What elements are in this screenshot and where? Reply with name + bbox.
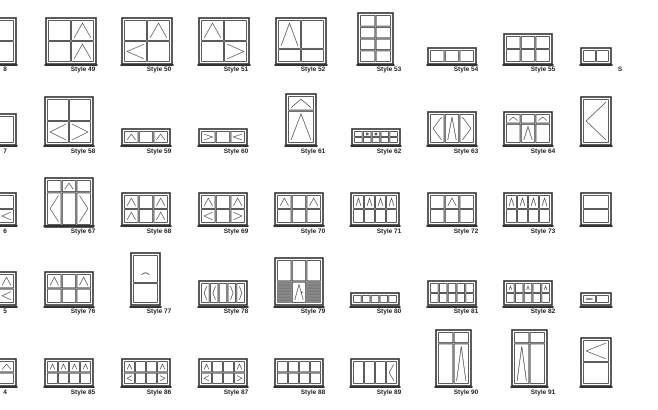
window-style-card[interactable] xyxy=(121,175,197,255)
window-frame xyxy=(198,18,251,66)
window-style-drawing xyxy=(582,10,658,90)
window-style-drawing xyxy=(275,175,351,255)
window-sill xyxy=(0,225,18,227)
window-sill xyxy=(427,225,478,227)
window-style-label: 7 xyxy=(3,148,7,155)
window-frame xyxy=(198,129,249,147)
window-frame xyxy=(580,97,613,147)
window-style-label: 6 xyxy=(3,228,7,235)
window-style-card[interactable] xyxy=(0,175,43,255)
window-style-drawing xyxy=(275,10,351,90)
window-style-drawing xyxy=(351,90,427,170)
window-sill xyxy=(44,386,95,388)
window-style-label: Style 59 xyxy=(146,148,172,155)
window-frame xyxy=(274,359,325,388)
window-frame xyxy=(427,112,478,147)
window-style-drawing xyxy=(198,90,274,170)
window-style-card[interactable] xyxy=(351,90,427,170)
window-frame xyxy=(427,48,478,66)
window-style-label: Style 86 xyxy=(146,389,172,396)
window-style-label: Style 67 xyxy=(70,228,96,235)
window-sill xyxy=(427,145,478,147)
window-frame xyxy=(580,338,613,388)
window-style-drawing xyxy=(0,10,43,90)
window-style-drawing xyxy=(275,90,351,170)
window-style-card[interactable] xyxy=(198,90,274,170)
window-style-drawing xyxy=(582,252,658,332)
window-style-drawing xyxy=(0,90,43,170)
window-style-drawing xyxy=(428,90,504,170)
window-frame xyxy=(0,272,18,308)
window-style-label: Style 69 xyxy=(223,228,249,235)
window-style-card[interactable] xyxy=(582,10,658,90)
window-sill xyxy=(511,386,549,388)
window-style-card[interactable] xyxy=(351,330,427,410)
window-sill xyxy=(121,145,172,147)
window-style-card[interactable] xyxy=(121,330,197,410)
window-style-label: Style 60 xyxy=(223,148,249,155)
window-style-card[interactable] xyxy=(505,90,581,170)
window-style-card[interactable] xyxy=(275,330,351,410)
window-style-drawing xyxy=(198,252,274,332)
window-style-label: 5 xyxy=(3,308,7,315)
window-style-drawing xyxy=(0,252,43,332)
window-style-drawing xyxy=(505,10,581,90)
window-frame xyxy=(503,281,554,308)
window-style-card[interactable] xyxy=(45,10,121,90)
window-style-card[interactable] xyxy=(45,252,121,332)
window-frame xyxy=(350,359,401,388)
window-sill xyxy=(198,225,249,227)
window-style-drawing xyxy=(428,252,504,332)
window-style-card[interactable] xyxy=(428,90,504,170)
window-style-card[interactable] xyxy=(351,252,427,332)
window-style-card[interactable] xyxy=(121,90,197,170)
window-sill xyxy=(121,225,172,227)
window-frame xyxy=(45,18,98,66)
window-frame xyxy=(0,18,18,66)
window-sill xyxy=(274,225,325,227)
window-style-drawing xyxy=(45,252,121,332)
window-style-card[interactable] xyxy=(0,330,43,410)
window-frame xyxy=(0,114,18,147)
window-frame xyxy=(511,330,549,388)
window-style-drawing xyxy=(351,330,427,410)
window-style-label: Style 71 xyxy=(376,228,402,235)
window-frame xyxy=(121,193,172,227)
window-sill xyxy=(0,145,18,147)
window-style-card[interactable] xyxy=(0,10,43,90)
window-frame xyxy=(351,129,402,147)
window-frame xyxy=(580,48,613,66)
window-style-drawing xyxy=(198,330,274,410)
window-style-drawing xyxy=(121,252,197,332)
window-style-drawing xyxy=(121,90,197,170)
window-style-card[interactable] xyxy=(428,175,504,255)
window-style-label: Style 73 xyxy=(530,228,556,235)
window-frame xyxy=(274,258,325,308)
window-style-label: Style 63 xyxy=(453,148,479,155)
window-frame xyxy=(350,293,401,308)
window-style-drawing xyxy=(582,175,658,255)
window-frame xyxy=(130,253,162,308)
window-frame xyxy=(121,359,172,388)
window-style-card[interactable] xyxy=(582,175,658,255)
window-style-card[interactable] xyxy=(275,175,351,255)
window-style-card[interactable] xyxy=(275,10,351,90)
window-sill xyxy=(198,145,249,147)
window-sill xyxy=(121,386,172,388)
window-style-card[interactable] xyxy=(582,330,658,410)
window-style-card[interactable] xyxy=(428,330,504,410)
window-style-drawing xyxy=(505,252,581,332)
window-frame xyxy=(44,97,95,147)
window-frame xyxy=(435,330,473,388)
window-style-drawing xyxy=(275,252,351,332)
window-style-card[interactable] xyxy=(45,175,121,255)
window-style-drawing xyxy=(0,330,43,410)
window-frame xyxy=(44,178,95,227)
window-style-drawing xyxy=(582,330,658,410)
window-style-label: Style 68 xyxy=(146,228,172,235)
window-style-card[interactable] xyxy=(198,330,274,410)
window-frame xyxy=(503,34,554,66)
window-style-label: Style 87 xyxy=(223,389,249,396)
window-frame xyxy=(198,359,249,388)
window-style-card[interactable] xyxy=(582,252,658,332)
window-sill xyxy=(44,225,95,227)
window-style-label: Style 62 xyxy=(376,148,402,155)
window-style-card[interactable] xyxy=(121,10,197,90)
window-style-drawing xyxy=(428,330,504,410)
window-style-label: Style 80 xyxy=(376,308,402,315)
window-style-drawing xyxy=(505,330,581,410)
window-sill xyxy=(580,386,613,388)
window-frame xyxy=(427,281,478,308)
window-style-drawing xyxy=(428,175,504,255)
window-frame xyxy=(121,129,172,147)
window-style-label: Style 58 xyxy=(70,148,96,155)
window-sill xyxy=(580,225,613,227)
window-style-drawing xyxy=(121,175,197,255)
window-style-drawing xyxy=(121,10,197,90)
window-style-label: Style 91 xyxy=(530,389,556,396)
window-style-card[interactable] xyxy=(582,90,658,170)
window-frame xyxy=(275,18,328,66)
window-style-label: S xyxy=(617,66,623,73)
window-frame xyxy=(44,272,95,308)
window-style-label: Style 77 xyxy=(146,308,172,315)
window-style-card[interactable] xyxy=(428,252,504,332)
window-frame xyxy=(427,193,478,227)
window-frame xyxy=(503,112,554,147)
window-style-card[interactable] xyxy=(275,90,351,170)
window-style-drawing xyxy=(45,175,121,255)
window-style-label: Style 79 xyxy=(300,308,326,315)
window-style-label: Style 55 xyxy=(530,66,556,73)
window-sill xyxy=(350,386,401,388)
window-sill xyxy=(503,145,554,147)
window-style-card[interactable] xyxy=(0,90,43,170)
window-sill xyxy=(351,145,402,147)
window-style-drawing xyxy=(428,10,504,90)
window-style-card[interactable] xyxy=(121,252,197,332)
window-style-drawing xyxy=(275,330,351,410)
window-style-label: Style 49 xyxy=(70,66,96,73)
window-frame xyxy=(0,193,18,227)
window-style-drawing xyxy=(45,330,121,410)
window-style-card[interactable] xyxy=(198,175,274,255)
window-style-card[interactable] xyxy=(275,252,351,332)
window-style-card[interactable] xyxy=(45,330,121,410)
window-style-card[interactable] xyxy=(505,175,581,255)
window-style-label: Style 70 xyxy=(300,228,326,235)
window-style-label: Style 81 xyxy=(453,308,479,315)
window-style-label: Style 51 xyxy=(223,66,249,73)
window-style-drawing xyxy=(505,175,581,255)
window-sill xyxy=(580,306,613,308)
window-frame xyxy=(350,193,401,227)
window-sill xyxy=(285,145,318,147)
window-frame xyxy=(503,193,554,227)
window-style-label: Style 53 xyxy=(376,66,402,73)
window-style-label: Style 54 xyxy=(453,66,479,73)
window-style-label: Style 90 xyxy=(453,389,479,396)
window-sill xyxy=(435,386,473,388)
window-sill xyxy=(580,145,613,147)
window-style-label: Style 72 xyxy=(453,228,479,235)
window-style-drawing xyxy=(198,10,274,90)
window-style-label: Style 64 xyxy=(530,148,556,155)
window-style-drawing xyxy=(351,175,427,255)
window-style-drawing xyxy=(45,90,121,170)
window-style-label: Style 76 xyxy=(70,308,96,315)
window-sill xyxy=(44,145,95,147)
window-style-label: Style 78 xyxy=(223,308,249,315)
window-frame xyxy=(121,18,174,66)
window-sill xyxy=(274,386,325,388)
window-frame xyxy=(580,293,613,308)
window-sill xyxy=(350,225,401,227)
window-frame xyxy=(357,13,395,66)
window-style-card[interactable] xyxy=(198,10,274,90)
window-style-label: Style 88 xyxy=(300,389,326,396)
window-style-label: 8 xyxy=(3,66,7,73)
window-style-label: Style 82 xyxy=(530,308,556,315)
window-style-card[interactable] xyxy=(0,252,43,332)
window-style-label: Style 85 xyxy=(70,389,96,396)
window-style-drawing xyxy=(351,252,427,332)
window-frame xyxy=(274,193,325,227)
window-style-card[interactable] xyxy=(505,330,581,410)
window-frame xyxy=(285,94,318,147)
window-style-card[interactable] xyxy=(198,252,274,332)
window-sill xyxy=(198,386,249,388)
window-style-card[interactable] xyxy=(428,10,504,90)
window-style-label: Style 50 xyxy=(146,66,172,73)
window-frame xyxy=(0,359,18,388)
window-frame xyxy=(198,193,249,227)
window-style-drawing xyxy=(582,90,658,170)
window-style-card[interactable] xyxy=(505,252,581,332)
window-style-card[interactable] xyxy=(505,10,581,90)
window-style-label: Style 52 xyxy=(300,66,326,73)
window-style-drawing xyxy=(351,10,427,90)
window-style-card[interactable] xyxy=(351,175,427,255)
window-frame xyxy=(44,359,95,388)
window-style-drawing xyxy=(505,90,581,170)
window-frame xyxy=(580,193,613,227)
window-frame xyxy=(198,281,249,308)
window-style-card[interactable] xyxy=(45,90,121,170)
window-sill xyxy=(503,225,554,227)
window-style-label: Style 89 xyxy=(376,389,402,396)
window-style-label: Style 61 xyxy=(300,148,326,155)
window-style-drawing xyxy=(0,175,43,255)
window-style-card[interactable] xyxy=(351,10,427,90)
window-style-drawing xyxy=(121,330,197,410)
window-style-drawing xyxy=(45,10,121,90)
window-style-drawing xyxy=(198,175,274,255)
window-style-label: 4 xyxy=(3,389,7,396)
window-sill xyxy=(0,386,18,388)
